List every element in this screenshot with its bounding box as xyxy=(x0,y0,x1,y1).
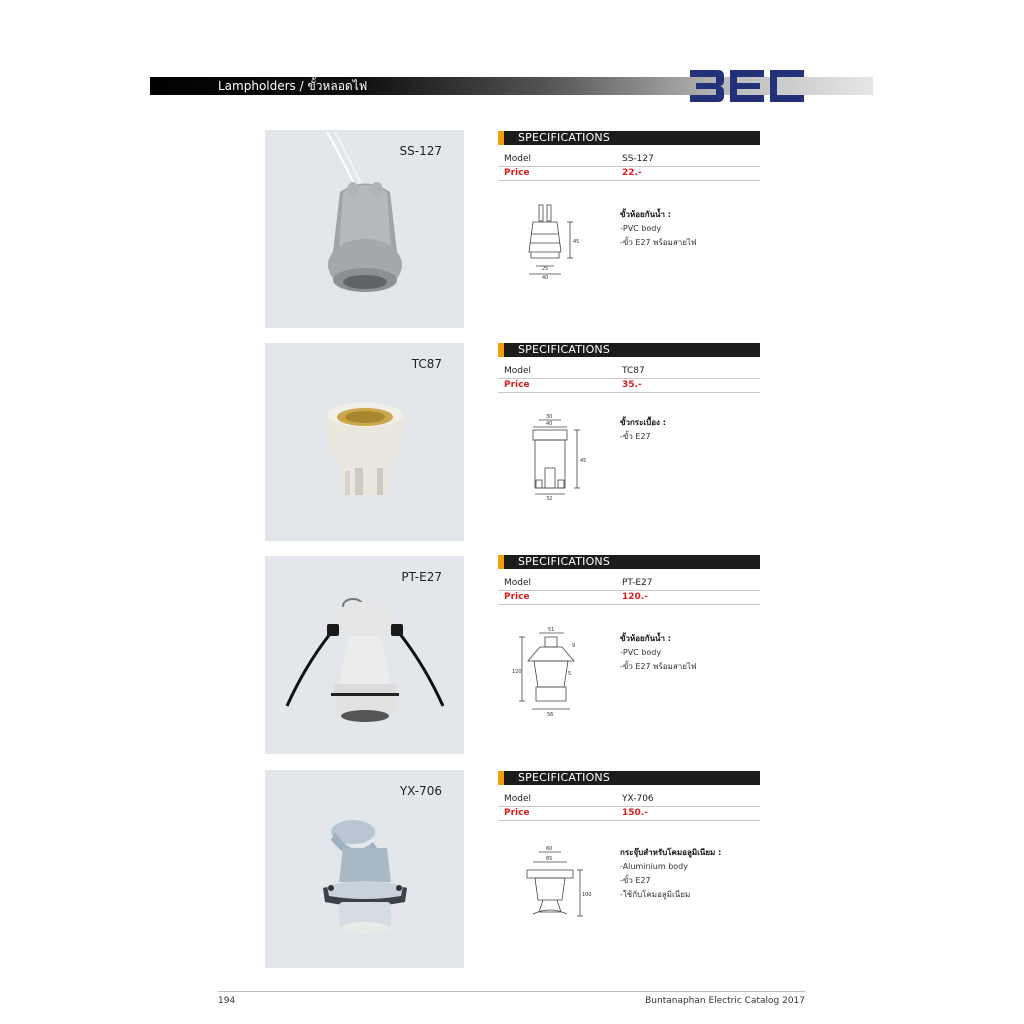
footer-divider xyxy=(218,991,805,992)
spec-header xyxy=(498,343,760,357)
dim-label: 40 xyxy=(546,421,553,427)
product-panel-pt-e27 xyxy=(265,556,464,754)
dim-label: 30 xyxy=(546,414,553,420)
product-model-label: PT-E27 xyxy=(401,570,442,584)
spec-row-model xyxy=(498,793,760,807)
ss-127-photo xyxy=(265,130,464,328)
desc-title: ขั้วกระเบื้อง : xyxy=(620,418,666,427)
desc-line: -PVC body xyxy=(620,648,662,657)
product-model-label: YX-706 xyxy=(399,784,442,798)
price-label: Price xyxy=(504,592,530,602)
tc87-photo xyxy=(265,343,464,541)
spec-title: SPECIFICATIONS xyxy=(518,555,611,568)
model-label: Model xyxy=(504,366,532,376)
ss-127-dimension-drawing xyxy=(515,200,585,285)
model-value: TC87 xyxy=(622,366,645,376)
desc-pt-e27 xyxy=(620,632,697,674)
spec-accent xyxy=(498,131,504,145)
desc-line: -PVC body xyxy=(620,224,662,233)
desc-line: -Aluminium body xyxy=(620,862,688,871)
desc-ss-127 xyxy=(620,208,697,250)
spec-block-ss-127 xyxy=(498,131,760,181)
model-value: SS-127 xyxy=(622,154,654,164)
desc-title: ขั้วห้อยกันน้ำ : xyxy=(620,210,671,219)
spec-block-pt-e27 xyxy=(498,555,760,605)
spec-row-price xyxy=(498,167,760,181)
spec-title: SPECIFICATIONS xyxy=(518,131,611,144)
spec-header xyxy=(498,771,760,785)
spec-row-price xyxy=(498,591,760,605)
desc-line: -ใช้กับโคมอลูมิเนียม xyxy=(620,890,691,899)
price-value: 150.- xyxy=(622,808,648,818)
spec-row-price xyxy=(498,379,760,393)
dim-label: 9 xyxy=(572,643,576,649)
yx-706-dimension-drawing xyxy=(515,842,595,927)
spec-row-model xyxy=(498,365,760,379)
bec-logo xyxy=(688,66,806,106)
dim-label: 40 xyxy=(542,275,549,281)
product-panel-yx-706 xyxy=(265,770,464,968)
dim-label: 45 xyxy=(573,239,580,245)
dim-label: 25 xyxy=(542,266,549,272)
price-label: Price xyxy=(504,168,530,178)
price-value: 120.- xyxy=(622,592,648,602)
spec-title: SPECIFICATIONS xyxy=(518,771,611,784)
product-panel-tc87 xyxy=(265,343,464,541)
spec-header xyxy=(498,131,760,145)
dim-label: 100 xyxy=(582,892,592,898)
model-label: Model xyxy=(504,794,532,804)
section-title: Lampholders / ขั้วหลอดไฟ xyxy=(218,79,368,93)
spec-accent xyxy=(498,771,504,785)
desc-title: ขั้วห้อยกันน้ำ : xyxy=(620,634,671,643)
spec-block-tc87 xyxy=(498,343,760,393)
pt-e27-photo xyxy=(265,556,464,754)
dim-label: 60 xyxy=(546,846,553,852)
price-label: Price xyxy=(504,380,530,390)
desc-tc87 xyxy=(620,416,666,444)
product-model-label: SS-127 xyxy=(399,144,442,158)
model-value: PT-E27 xyxy=(622,578,653,588)
spec-title: SPECIFICATIONS xyxy=(518,343,611,356)
yx-706-photo xyxy=(265,770,464,968)
spec-row-model xyxy=(498,153,760,167)
model-label: Model xyxy=(504,578,532,588)
spec-accent xyxy=(498,343,504,357)
dim-label: 56 xyxy=(547,712,554,718)
desc-yx-706 xyxy=(620,846,721,902)
spec-block-yx-706 xyxy=(498,771,760,821)
desc-line: -ขั้ว E27 xyxy=(620,432,651,441)
page-number: 194 xyxy=(218,996,236,1006)
price-value: 22.- xyxy=(622,168,642,178)
price-value: 35.- xyxy=(622,380,642,390)
model-label: Model xyxy=(504,154,532,164)
catalog-footer: Buntanaphan Electric Catalog 2017 xyxy=(645,996,805,1006)
product-model-label: TC87 xyxy=(411,357,442,371)
product-panel-ss-127 xyxy=(265,130,464,328)
price-label: Price xyxy=(504,808,530,818)
model-value: YX-706 xyxy=(622,794,654,804)
dim-label: 32 xyxy=(546,496,553,502)
desc-title: กระจุ๊บสำหรับโคมอลูมิเนียม : xyxy=(620,848,722,857)
desc-line: -ขั้ว E27 พร้อมสายไฟ xyxy=(620,662,697,671)
dim-label: 45 xyxy=(580,458,587,464)
spec-row-price xyxy=(498,807,760,821)
dim-label: 51 xyxy=(548,627,555,633)
dim-label: 85 xyxy=(546,856,553,862)
spec-header xyxy=(498,555,760,569)
dim-label: 120 xyxy=(512,669,522,675)
tc87-dimension-drawing xyxy=(515,410,595,505)
spec-row-model xyxy=(498,577,760,591)
spec-accent xyxy=(498,555,504,569)
desc-line: -ขั้ว E27 xyxy=(620,876,651,885)
dim-label: 5 xyxy=(568,671,572,677)
pt-e27-dimension-drawing xyxy=(512,625,592,725)
desc-line: -ขั้ว E27 พร้อมสายไฟ xyxy=(620,238,697,247)
